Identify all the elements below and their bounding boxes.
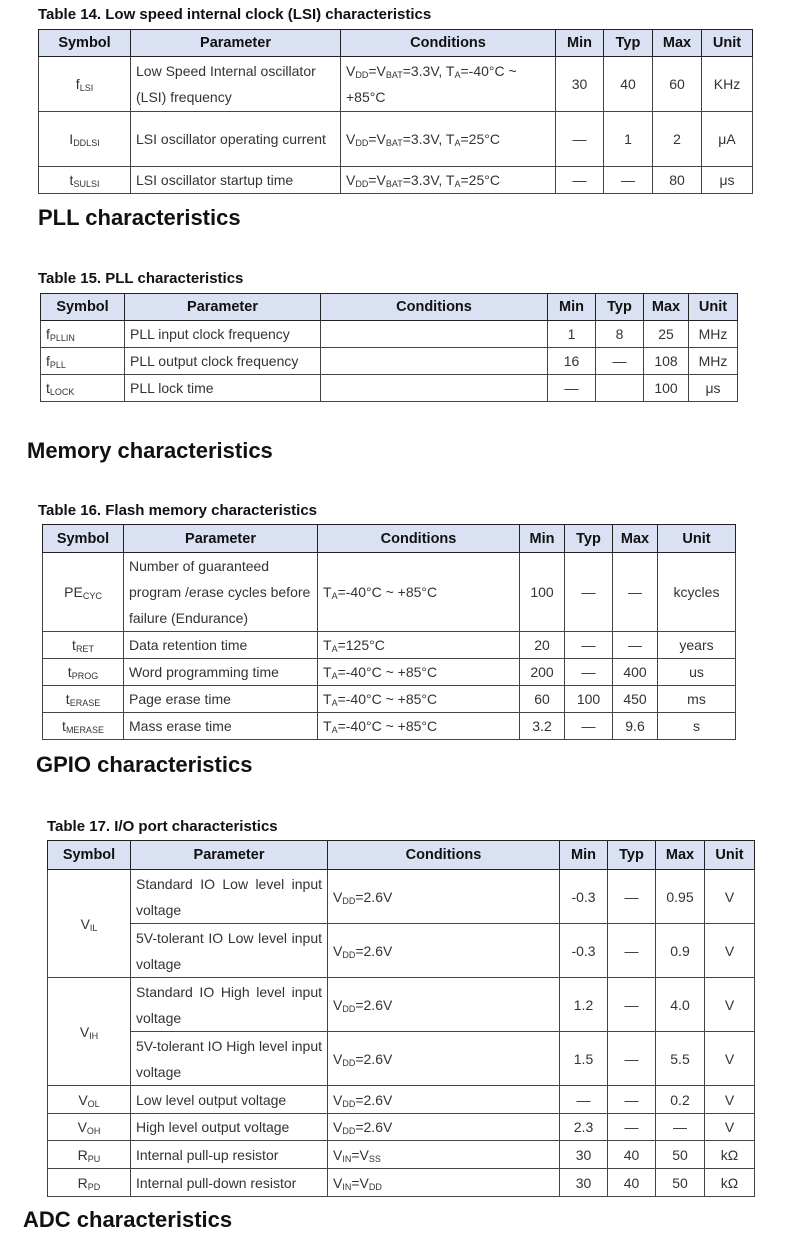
symbol-cell: $f_{PLLIN}$ [41, 321, 125, 348]
parameter-cell: Word programming time [124, 659, 318, 686]
conditions-cell: $V_{IN}=V_{SS}$ [328, 1141, 560, 1169]
symbol-cell: $V_{OL}$ [48, 1086, 131, 1114]
table-row [43, 659, 736, 686]
table-row [48, 1032, 755, 1086]
max-cell: 80 [653, 167, 702, 194]
table-row [48, 1141, 755, 1169]
table-row [41, 348, 738, 375]
table-row [43, 713, 736, 740]
min-cell: 1 [548, 321, 596, 348]
table-row [48, 924, 755, 978]
parameter-cell: Data retention time [124, 632, 318, 659]
col-max: Max [613, 525, 658, 553]
conditions-cell: $V_{DD}=2.6V$ [328, 978, 560, 1032]
conditions-cell: $V_{DD}=2.6V$ [328, 1086, 560, 1114]
col-parameter: Parameter [131, 841, 328, 870]
table-row [43, 553, 736, 632]
table-row [48, 1114, 755, 1141]
adc-heading: ADC characteristics [23, 1207, 233, 1232]
col-parameter: Parameter [131, 30, 341, 57]
typ-cell: 1 [604, 112, 653, 167]
table-row [41, 321, 738, 348]
typ-cell [596, 375, 644, 402]
min-cell: 16 [548, 348, 596, 375]
min-cell: 30 [556, 57, 604, 112]
min-cell: 2.3 [560, 1114, 608, 1141]
col-parameter: Parameter [124, 525, 318, 553]
parameter-cell: PLL lock time [125, 375, 321, 402]
unit-cell: V [705, 924, 755, 978]
unit-cell: kcycles [658, 553, 736, 632]
table14-caption: Table 14. Low speed internal clock (LSI) characteristics [38, 6, 432, 23]
symbol-cell: $f_{LSI}$ [39, 57, 131, 112]
max-cell: — [656, 1114, 705, 1141]
conditions-cell: $T_A=-40^\circ C$ ~ +85°C [318, 713, 520, 740]
min-cell: — [556, 167, 604, 194]
max-cell: — [613, 632, 658, 659]
symbol-cell: $t_{RET}$ [43, 632, 124, 659]
conditions-cell [321, 321, 548, 348]
col-unit: Unit [658, 525, 736, 553]
max-cell: — [613, 553, 658, 632]
min-cell: 30 [560, 1141, 608, 1169]
symbol-cell: $t_{SULSI}$ [39, 167, 131, 194]
typ-cell: — [608, 1086, 656, 1114]
unit-cell: μs [689, 375, 738, 402]
col-max: Max [653, 30, 702, 57]
min-cell: 30 [560, 1169, 608, 1197]
symbol-cell: $V_{OH}$ [48, 1114, 131, 1141]
col-symbol: Symbol [39, 30, 131, 57]
table-row [41, 375, 738, 402]
col-min: Min [548, 294, 596, 321]
col-typ: Typ [565, 525, 613, 553]
typ-cell: — [596, 348, 644, 375]
conditions-cell: $V_{DD}=V_{BAT}=3.3V$, $T_A=-40^\circ C$ ~ +85°C [341, 57, 556, 112]
min-cell: 60 [520, 686, 565, 713]
max-cell: 400 [613, 659, 658, 686]
min-cell: -0.3 [560, 924, 608, 978]
table16-caption: Table 16. Flash memory characteristics [38, 502, 318, 519]
max-cell: 450 [613, 686, 658, 713]
parameter-cell: Page erase time [124, 686, 318, 713]
parameter-cell: Number of guaranteed program /erase cycles before failure (Endurance) [124, 553, 318, 632]
table-row [43, 632, 736, 659]
conditions-cell: $V_{DD}=2.6V$ [328, 1114, 560, 1141]
col-min: Min [520, 525, 565, 553]
unit-cell: μA [702, 112, 753, 167]
typ-cell: — [604, 167, 653, 194]
unit-cell: V [705, 978, 755, 1032]
lsi-table [38, 29, 753, 194]
col-typ: Typ [604, 30, 653, 57]
unit-cell: us [658, 659, 736, 686]
max-cell: 0.2 [656, 1086, 705, 1114]
symbol-cell: $I_{DDLSI}$ [39, 112, 131, 167]
max-cell: 9.6 [613, 713, 658, 740]
symbol-cell: $t_{MERASE}$ [43, 713, 124, 740]
min-cell: 20 [520, 632, 565, 659]
conditions-cell: $V_{DD}=2.6V$ [328, 1032, 560, 1086]
typ-cell: — [608, 978, 656, 1032]
col-symbol: Symbol [41, 294, 125, 321]
col-max: Max [656, 841, 705, 870]
symbol-cell: $V_{IL}$ [48, 870, 131, 978]
typ-cell: 40 [608, 1169, 656, 1197]
symbol-cell: $V_{IH}$ [48, 978, 131, 1086]
min-cell: 100 [520, 553, 565, 632]
min-cell: — [560, 1086, 608, 1114]
typ-cell: 40 [608, 1141, 656, 1169]
max-cell: 2 [653, 112, 702, 167]
pll-heading: PLL characteristics [38, 205, 241, 230]
min-cell: -0.3 [560, 870, 608, 924]
col-symbol: Symbol [48, 841, 131, 870]
min-cell: 1.2 [560, 978, 608, 1032]
unit-cell: V [705, 1114, 755, 1141]
parameter-cell: Low Speed Internal oscillator (LSI) frequency [131, 57, 341, 112]
parameter-cell: Mass erase time [124, 713, 318, 740]
typ-cell: 100 [565, 686, 613, 713]
pll-table [40, 293, 738, 402]
conditions-cell [321, 375, 548, 402]
unit-cell: MHz [689, 321, 738, 348]
typ-cell: — [565, 632, 613, 659]
col-max: Max [644, 294, 689, 321]
unit-cell: μs [702, 167, 753, 194]
col-conditions: Conditions [328, 841, 560, 870]
min-cell: 3.2 [520, 713, 565, 740]
col-min: Min [560, 841, 608, 870]
parameter-cell: High level output voltage [131, 1114, 328, 1141]
unit-cell: V [705, 870, 755, 924]
col-unit: Unit [702, 30, 753, 57]
table-row [39, 112, 753, 167]
table-row [48, 1086, 755, 1114]
typ-cell: — [565, 659, 613, 686]
col-conditions: Conditions [318, 525, 520, 553]
conditions-cell [321, 348, 548, 375]
conditions-cell: $T_A=-40^\circ C$ ~ +85°C [318, 659, 520, 686]
table15-caption: Table 15. PLL characteristics [38, 270, 244, 287]
col-symbol: Symbol [43, 525, 124, 553]
conditions-cell: $V_{DD}=2.6V$ [328, 870, 560, 924]
col-parameter: Parameter [125, 294, 321, 321]
parameter-cell: 5V-tolerant IO Low level input voltage [131, 924, 328, 978]
typ-cell: — [608, 870, 656, 924]
unit-cell: ms [658, 686, 736, 713]
gpio-heading: GPIO characteristics [36, 752, 253, 777]
symbol-cell: $PE_{CYC}$ [43, 553, 124, 632]
typ-cell: 40 [604, 57, 653, 112]
typ-cell: 8 [596, 321, 644, 348]
table-row [39, 167, 753, 194]
parameter-cell: LSI oscillator operating current [131, 112, 341, 167]
min-cell: — [556, 112, 604, 167]
col-unit: Unit [705, 841, 755, 870]
table-row [48, 978, 755, 1032]
table-row [43, 686, 736, 713]
symbol-cell: $f_{PLL}$ [41, 348, 125, 375]
symbol-cell: $R_{PD}$ [48, 1169, 131, 1197]
table-row [48, 1169, 755, 1197]
typ-cell: — [565, 553, 613, 632]
typ-cell: — [608, 1114, 656, 1141]
unit-cell: kΩ [705, 1141, 755, 1169]
conditions-cell: $V_{IN}=V_{DD}$ [328, 1169, 560, 1197]
parameter-cell: LSI oscillator startup time [131, 167, 341, 194]
typ-cell: — [608, 924, 656, 978]
col-conditions: Conditions [321, 294, 548, 321]
max-cell: 25 [644, 321, 689, 348]
min-cell: — [548, 375, 596, 402]
max-cell: 50 [656, 1169, 705, 1197]
conditions-cell: $V_{DD}=V_{BAT}=3.3V$, $T_A=25^\circ C$ [341, 112, 556, 167]
min-cell: 200 [520, 659, 565, 686]
max-cell: 60 [653, 57, 702, 112]
conditions-cell: $T_A=-40^\circ C$ ~ +85°C [318, 553, 520, 632]
conditions-cell: $V_{DD}=V_{BAT}=3.3V$, $T_A=25^\circ C$ [341, 167, 556, 194]
symbol-cell: $t_{LOCK}$ [41, 375, 125, 402]
max-cell: 50 [656, 1141, 705, 1169]
min-cell: 1.5 [560, 1032, 608, 1086]
typ-cell: — [565, 713, 613, 740]
parameter-cell: PLL input clock frequency [125, 321, 321, 348]
col-min: Min [556, 30, 604, 57]
parameter-cell: PLL output clock frequency [125, 348, 321, 375]
symbol-cell: $t_{ERASE}$ [43, 686, 124, 713]
conditions-cell: $T_A=125^\circ C$ [318, 632, 520, 659]
conditions-cell: $T_A=-40^\circ C$ ~ +85°C [318, 686, 520, 713]
max-cell: 100 [644, 375, 689, 402]
parameter-cell: Low level output voltage [131, 1086, 328, 1114]
col-typ: Typ [596, 294, 644, 321]
unit-cell: V [705, 1032, 755, 1086]
unit-cell: years [658, 632, 736, 659]
io-port-table [47, 840, 755, 1197]
flash-table [42, 524, 736, 740]
max-cell: 0.95 [656, 870, 705, 924]
max-cell: 4.0 [656, 978, 705, 1032]
col-unit: Unit [689, 294, 738, 321]
max-cell: 108 [644, 348, 689, 375]
table-row [39, 57, 753, 112]
unit-cell: V [705, 1086, 755, 1114]
unit-cell: KHz [702, 57, 753, 112]
parameter-cell: Internal pull-down resistor [131, 1169, 328, 1197]
table-row [48, 870, 755, 924]
table17-caption: Table 17. I/O port characteristics [47, 818, 278, 835]
parameter-cell: 5V-tolerant IO High level input voltage [131, 1032, 328, 1086]
memory-heading: Memory characteristics [27, 438, 273, 463]
unit-cell: s [658, 713, 736, 740]
max-cell: 0.9 [656, 924, 705, 978]
conditions-cell: $V_{DD}=2.6V$ [328, 924, 560, 978]
parameter-cell: Internal pull-up resistor [131, 1141, 328, 1169]
col-typ: Typ [608, 841, 656, 870]
unit-cell: kΩ [705, 1169, 755, 1197]
parameter-cell: Standard IO Low level input voltage [131, 870, 328, 924]
parameter-cell: Standard IO High level input voltage [131, 978, 328, 1032]
col-conditions: Conditions [341, 30, 556, 57]
unit-cell: MHz [689, 348, 738, 375]
symbol-cell: $t_{PROG}$ [43, 659, 124, 686]
max-cell: 5.5 [656, 1032, 705, 1086]
typ-cell: — [608, 1032, 656, 1086]
symbol-cell: $R_{PU}$ [48, 1141, 131, 1169]
